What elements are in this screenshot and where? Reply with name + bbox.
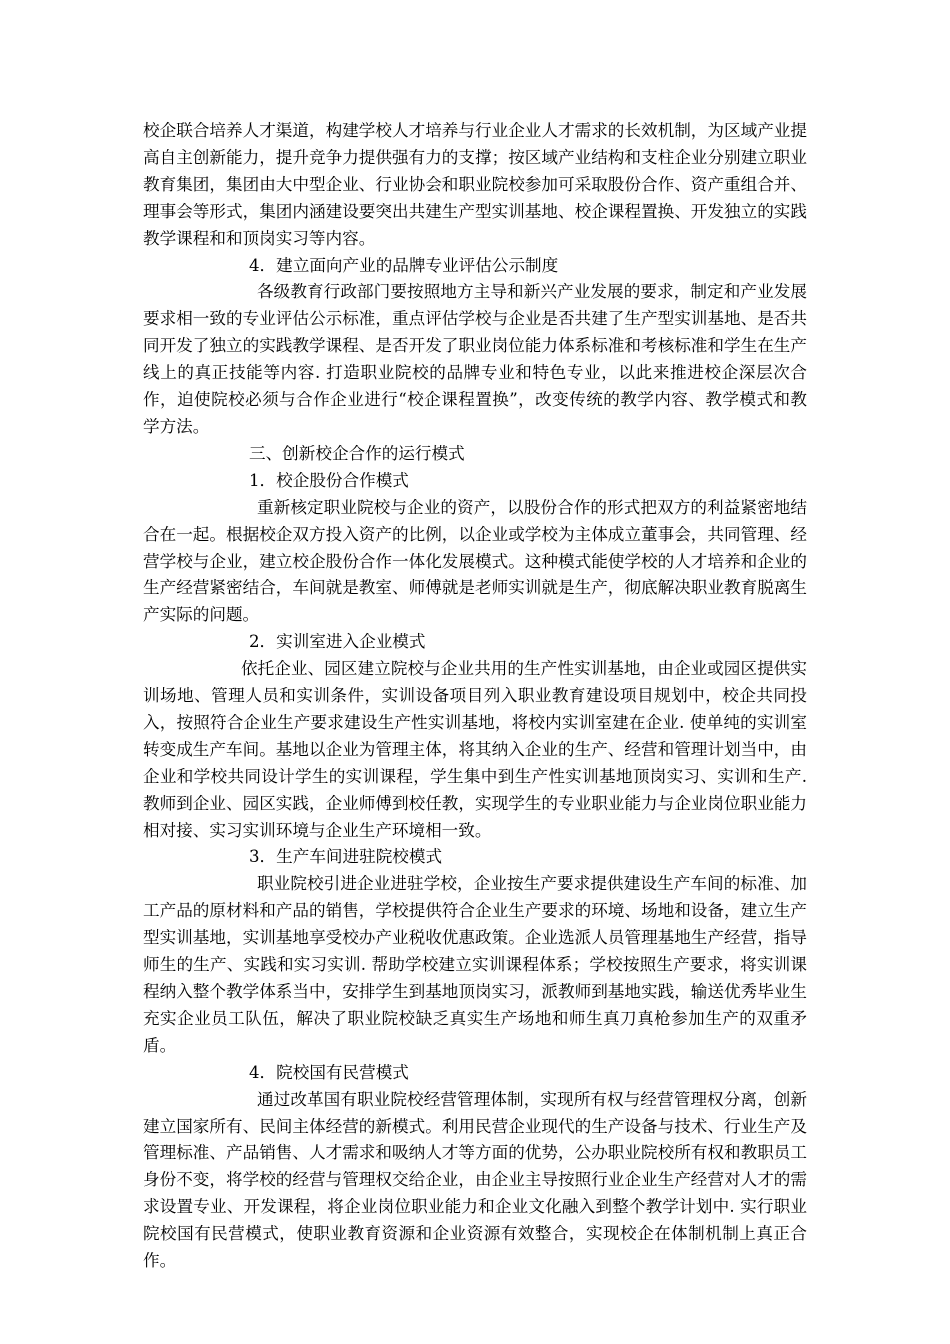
heading-lab-into-enterprise: 2．实训室进入企业模式	[249, 632, 426, 652]
paragraph-continuation: 校企联合培养人才渠道，构建学校人才培养与行业企业人才需求的长效机制，为区域产业提高自主创新能力，提升竞争力提供强有力的支撑；按区域产业结构和支柱企业分别建立职业教育集团，集团由大中型企业、行业协会和职业院校参加可采取股份合作、资产重组合并、理事会等形式，集团内涵建设要突出共建生产型实训基地、校企课程置换、开发独立的实践教学课程和和顶岗实习等内容。	[143, 121, 807, 248]
heading-workshop-into-school: 3．生产车间进驻院校模式	[249, 847, 443, 867]
heading-state-owned-private: 4．院校国有民营模式	[249, 1062, 409, 1082]
paragraph-share-cooperation: 重新核定职业院校与企业的资产，以股份合作的形式把双方的利益紧密地结合在一起。根据校企双方投入资产的比例，以企业或学校为主体成立董事会，共同管理、经营学校与企业，建立校企股份合作一体化发展模式。这种模式能使学校的人才培养和企业的生产经营紧密结合，车间就是教室、师傅就是老师实训就是生产，彻底解决职业教育脱离生产实际的问题。	[143, 497, 807, 625]
heading-brand-major-evaluation: 4．建立面向产业的品牌专业评估公示制度	[249, 255, 559, 275]
paragraph-evaluation: 各级教育行政部门要按照地方主导和新兴产业发展的要求，制定和产业发展要求相一致的专业评估公示标准，重点评估学校与企业是否共建了生产型实训基地、是否共同开发了独立的实践教学课程、是否开发了职业岗位能力体系标准和考核标准和学生在生产线上的真正技能等内容. 打造职业院校的品牌专业和特色专业，以此来推进校企深层次合作，迫使院校必须与合作企业进行“校企课程置换”，改变传统的教学内容、教学模式和教学方法。	[143, 282, 807, 436]
paragraph-workshop-into-school: 职业院校引进企业进驻学校，企业按生产要求提供建设生产车间的标准、加工产品的原材料和产品的销售，学校提供符合企业生产要求的环境、场地和设备，建立生产型实训基地，实训基地享受校办产业税收优惠政策。企业选派人员管理基地生产经营，指导师生的生产、实践和实习实训. 帮助学校建立实训课程体系；学校按照生产要求，将实训课程纳入整个教学体系当中，安排学生到基地顶岗实习，派教师到基地实践，输送优秀毕业生充实企业员工队伍，解决了职业院校缺乏真实生产场地和师生真刀真枪参加生产的双重矛盾。	[143, 874, 807, 1055]
document-page	[143, 118, 807, 1275]
heading-section-three: 三、创新校企合作的运行模式	[249, 443, 465, 463]
heading-share-cooperation: 1．校企股份合作模式	[249, 470, 409, 490]
paragraph-lab-into-enterprise: 依托企业、园区建立院校与企业共用的生产性实训基地，由企业或园区提供实训场地、管理人员和实训条件，实训设备项目列入职业教育建设项目规划中，校企共同投入，按照符合企业生产要求建设生产性实训基地，将校内实训室建在企业. 使单纯的实训室转变成生产车间。基地以企业为管理主体，将其纳入企业的生产、经营和管理计划当中，由企业和学校共同设计学生的实训课程，学生集中到生产性实训基地顶岗实习、实训和生产. 教师到企业、园区实践，企业师傅到校任教，实现学生的专业职业能力与企业岗位职业能力相对接、实习实训环境与企业生产环境相一致。	[143, 659, 807, 840]
paragraph-state-owned-private: 通过改革国有职业院校经营管理体制，实现所有权与经营管理权分离，创新建立国家所有、民间主体经营的新模式。利用民营企业现代的生产设备与技术、行业生产及管理标准、产品销售、人才需求和吸纳人才等方面的优势，公办职业院校所有权和教职员工身份不变，将学校的经营与管理权交给企业，由企业主导按照行业企业生产经营对人才的需求设置专业、开发课程，将企业岗位职业能力和企业文化融入到整个教学计划中. 实行职业院校国有民营模式，使职业教育资源和企业资源有效整合，实现校企在体制机制上真正合作。	[143, 1089, 807, 1271]
